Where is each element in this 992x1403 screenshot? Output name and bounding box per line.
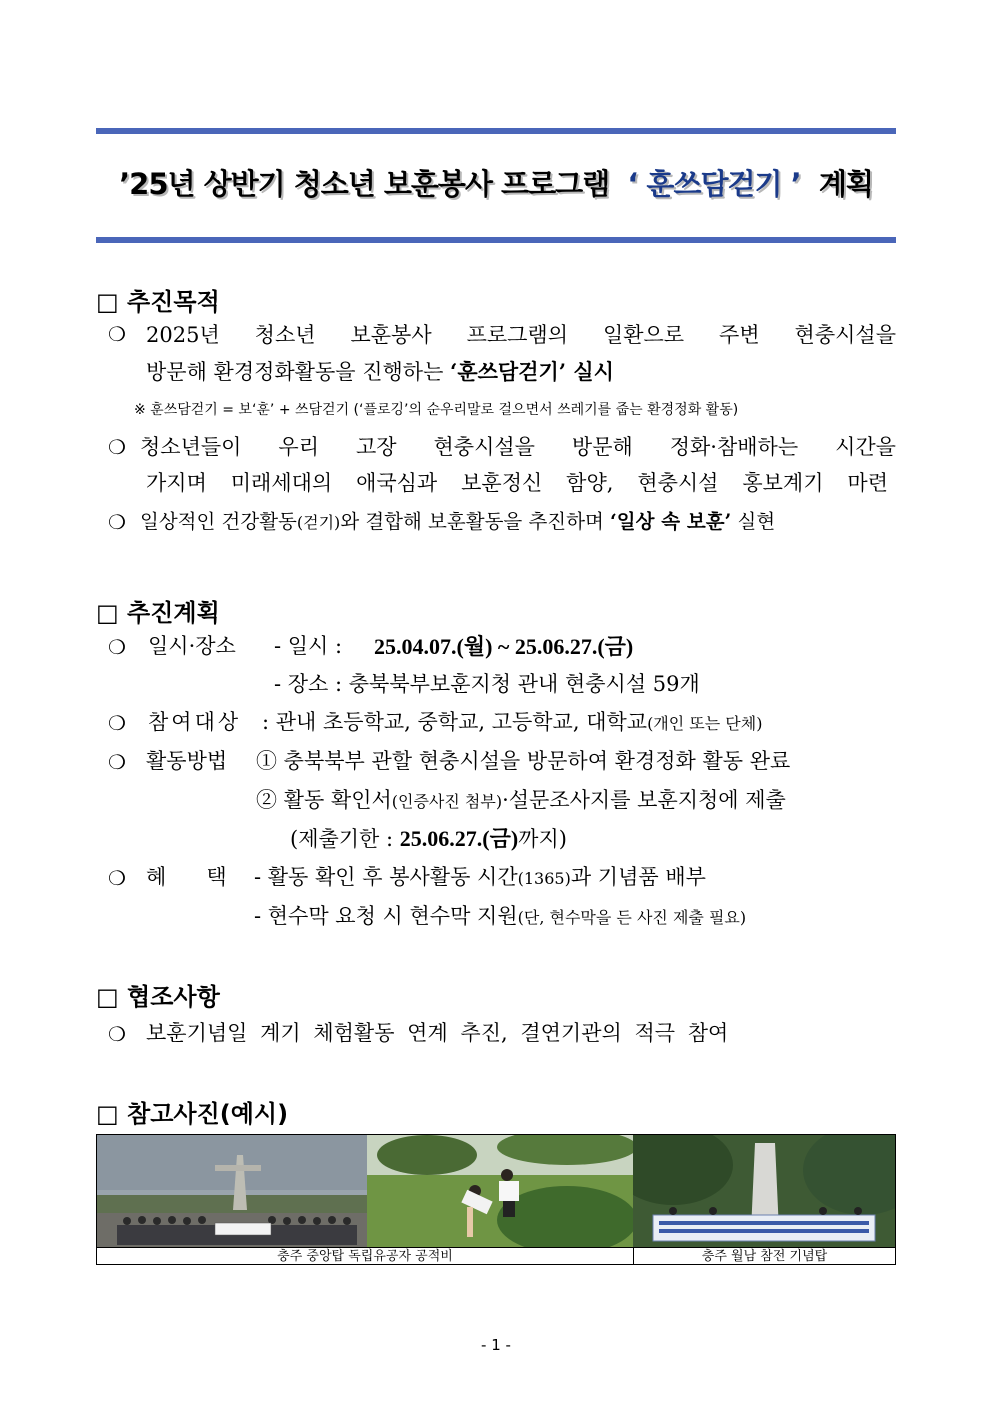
photo-caption-2: 충주 월남 참전 기념탑 xyxy=(701,1249,828,1264)
title-top-rule xyxy=(96,128,896,134)
photo-captions-row xyxy=(97,1247,895,1265)
plan-target-label: 참여대상 xyxy=(148,710,242,734)
purpose-item-1-line-2: 방문해 환경정화활동을 진행하는 ‘훈쓰담걷기’ 실시 xyxy=(146,359,614,384)
plan-date-label: 일시·장소 xyxy=(148,634,236,658)
bullet-plan-target: ❍ xyxy=(108,711,126,735)
bullet-purpose-2: ❍ xyxy=(108,435,126,459)
title-suffix: 계획 xyxy=(818,167,873,201)
section-heading-coop: □ 협조사항 xyxy=(96,983,220,1011)
plan-date-text: - 일시 : xyxy=(274,634,343,658)
plan-benefit-1: - 활동 확인 후 봉사활동 시간(1365)과 기념품 배부 xyxy=(254,865,706,889)
plan-date-value: 25.04.07.(월) ~ 25.06.27.(금) xyxy=(374,634,634,659)
purpose-item-1-line-1: 2025년 청소년 보훈봉사 프로그램의 일환으로 주변 현충시설을 xyxy=(146,323,896,347)
plan-deadline: (제출기한 : 25.06.27.(금)까지) xyxy=(290,826,567,851)
document-title xyxy=(96,162,896,203)
bullet-plan-method: ❍ xyxy=(108,750,126,774)
bullet-purpose-3: ❍ xyxy=(108,510,126,534)
bullet-plan-benefit: ❍ xyxy=(108,866,126,890)
page-number: - 1 - xyxy=(481,1336,511,1354)
section-heading-photos: □ 참고사진(예시) xyxy=(96,1100,289,1128)
plan-place-text: - 장소 : 충북북부보훈지청 관내 현충시설 59개 xyxy=(274,672,700,696)
purpose-item-2-line-1: 청소년들이 우리 고장 현충시설을 방문해 정화·참배하는 시간을 xyxy=(140,435,896,459)
section-heading-plan: □ 추진계획 xyxy=(96,599,220,627)
photo-war-memorial xyxy=(633,1135,895,1247)
photo-students-cleanup xyxy=(367,1135,633,1247)
purpose-item-2-line-2: 가지며 미래세대의 애국심과 보훈정신 함양, 현충시설 홍보계기 마련 xyxy=(146,471,888,495)
section-heading-purpose: □ 추진목적 xyxy=(96,288,220,316)
plan-benefit-2: - 현수막 요청 시 현수막 지원(단, 현수막을 든 사진 제출 필요) xyxy=(254,904,747,928)
coop-item-1: 보훈기념일 계기 체험활동 연계 추진, 결연기관의 적극 참여 xyxy=(146,1021,729,1045)
plan-target-text: : 관내 초등학교, 중학교, 고등학교, 대학교(개인 또는 단체) xyxy=(262,710,763,734)
title-bottom-rule xyxy=(96,237,896,243)
photo-caption-1: 충주 중앙탑 독립유공자 공적비 xyxy=(97,1248,634,1265)
plan-benefit-label: 혜 택 xyxy=(146,865,227,889)
title-prefix: ’25년 상반기 청소년 보훈봉사 프로그램 xyxy=(119,167,610,201)
plan-method-1: ① 충북북부 관할 현충시설을 방문하여 환경정화 활동 완료 xyxy=(256,749,791,773)
purpose-item-3: 일상적인 건강활동(걷기)와 결합해 보훈활동을 추진하며 ‘일상 속 보훈’ 실현 xyxy=(140,510,776,533)
bullet-coop-1: ❍ xyxy=(108,1022,126,1046)
bullet-purpose-1: ❍ xyxy=(108,322,126,346)
plan-method-label: 활동방법 xyxy=(146,749,228,773)
plan-method-2: ② 활동 확인서(인증사진 첨부)·설문조사지를 보훈지청에 제출 xyxy=(256,788,786,812)
purpose-note: ※ 훈쓰담걷기 = 보‘훈’ + 쓰담걷기 (‘플로깅’의 순우리말로 걸으면서 쓰레기를 줍는 환경정화 활동) xyxy=(134,402,739,418)
photo-group-monument xyxy=(97,1135,367,1247)
photo-table xyxy=(96,1134,896,1265)
bullet-plan-date: ❍ xyxy=(108,635,126,659)
title-highlight: ‘ 훈쓰담걷기 ’ xyxy=(627,167,801,201)
